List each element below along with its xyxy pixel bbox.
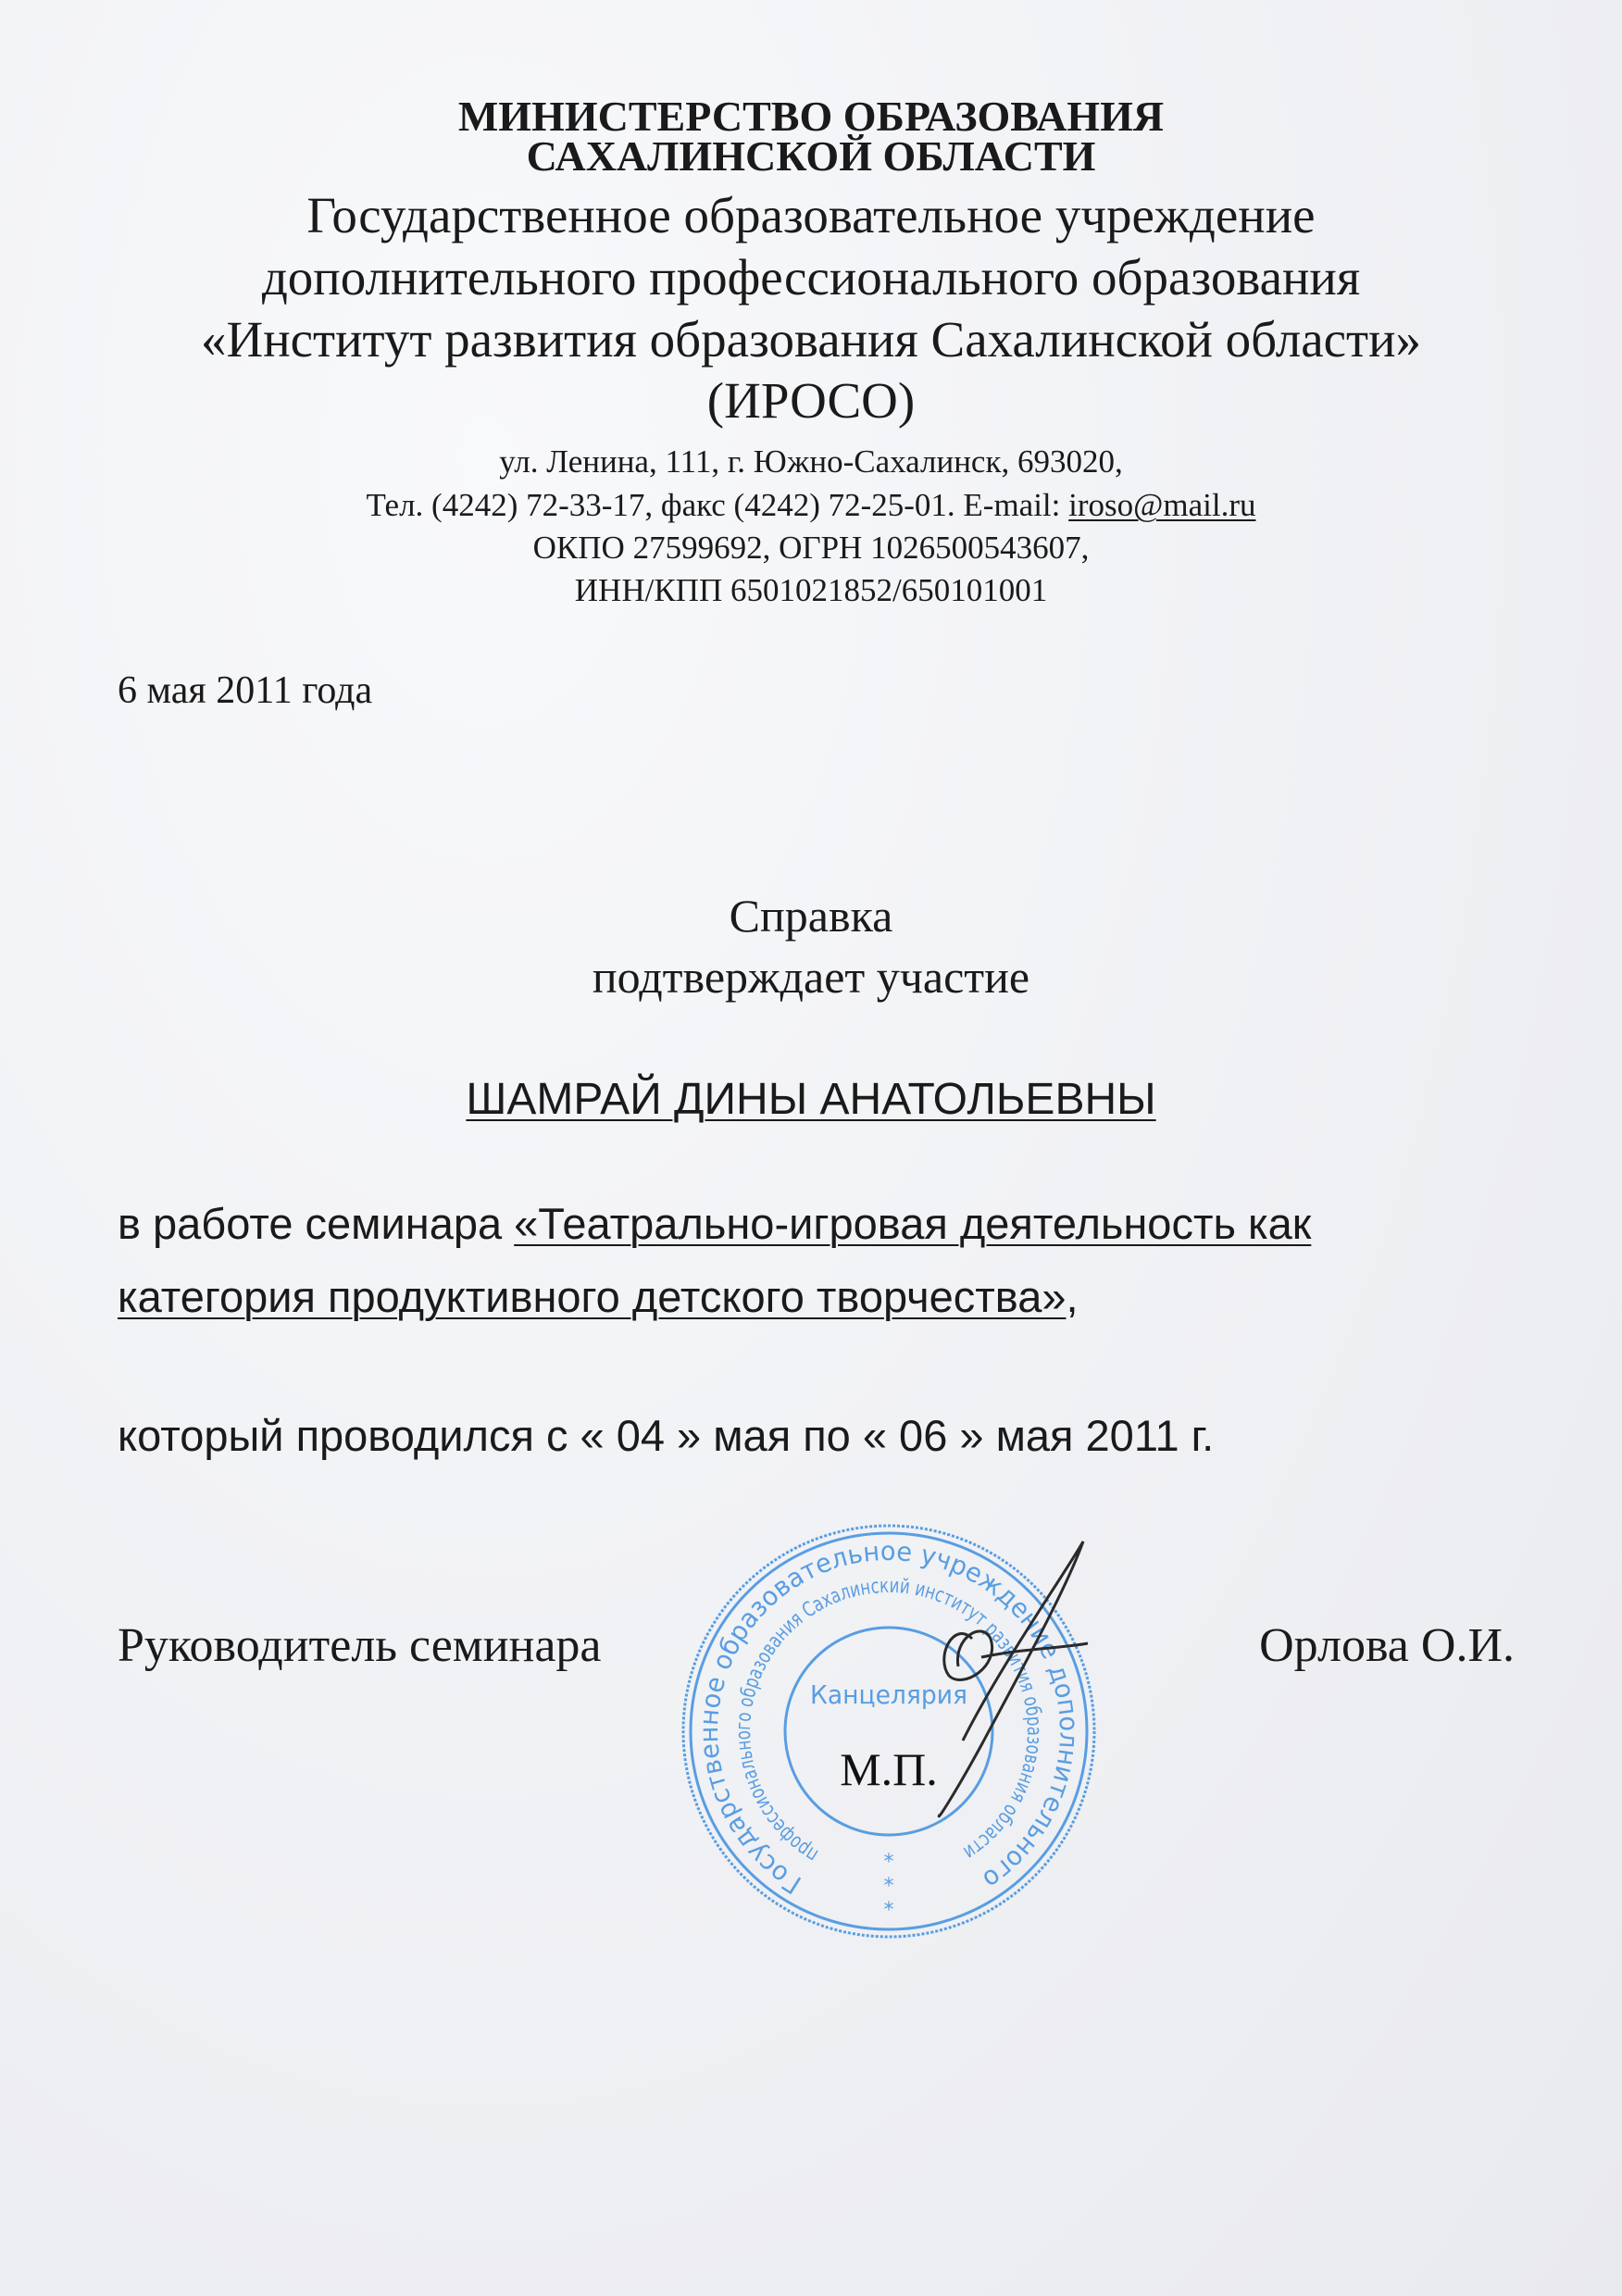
stamp-star-icon: * <box>883 1851 894 1874</box>
seminar-line-2 <box>118 1272 1079 1321</box>
org-line-2: дополнительного профессионального образования <box>261 249 1361 306</box>
seminar-title-part-2: категория продуктивного детского творчества» <box>118 1272 1067 1321</box>
inn-line: ИНН/КПП 6501021852/650101001 <box>574 572 1048 608</box>
stamp-outer-text: Государственное образовательное учреждение дополнительного <box>692 1535 1085 1901</box>
seminar-period: который проводился с « 04 » мая по « 06 » мая 2011 г. <box>118 1411 1215 1460</box>
document-title: Справка <box>729 890 893 942</box>
stamp-inner-ring <box>785 1628 992 1835</box>
stamp-star-icon: * <box>883 1875 894 1898</box>
seal-mark: М.П. <box>840 1743 938 1795</box>
participant-name: ШАМРАЙ ДИНЫ АНАТОЛЬЕВНЫ <box>466 1075 1156 1124</box>
ministry-line-1: МИНИСТЕРСТВО ОБРАЗОВАНИЯ <box>457 93 1165 140</box>
seminar-line-1 <box>118 1199 1312 1248</box>
stamp-star-icon: * <box>883 1899 894 1922</box>
document-date: 6 мая 2011 года <box>118 669 373 712</box>
org-line-1: Государственное образовательное учреждение <box>306 187 1316 243</box>
seminar-title-part-1: «Театрально-игровая деятельность как <box>514 1199 1312 1248</box>
signatory-role: Руководитель семинара <box>118 1619 602 1672</box>
stamp-middle-text: профессионального образования Сахалинский институт развития образования области <box>731 1574 1046 1867</box>
document-subtitle: подтверждает участие <box>592 951 1030 1003</box>
seminar-prefix: в работе семинара <box>118 1199 515 1248</box>
signatory-name: Орлова О.И. <box>1259 1619 1515 1672</box>
ministry-line-2: САХАЛИНСКОЙ ОБЛАСТИ <box>526 132 1096 180</box>
official-stamp <box>676 1518 1139 1981</box>
contacts-line <box>0 489 1622 521</box>
org-line-3: «Институт развития образования Сахалинской области» <box>200 311 1421 368</box>
contacts-text: Тел. (4242) 72-33-17, факс (4242) 72-25-01. E-mail: <box>366 487 1069 523</box>
email-link[interactable]: iroso@mail.ru <box>1068 487 1256 523</box>
org-abbreviation: (ИРОСО) <box>706 372 916 429</box>
stamp-center-text: Канцелярия <box>810 1679 967 1710</box>
address-line: ул. Ленина, 111, г. Южно-Сахалинск, 693020, <box>499 443 1123 480</box>
codes-line: ОКПО 27599692, ОГРН 1026500543607, <box>532 530 1090 566</box>
seminar-suffix: , <box>1066 1272 1079 1321</box>
